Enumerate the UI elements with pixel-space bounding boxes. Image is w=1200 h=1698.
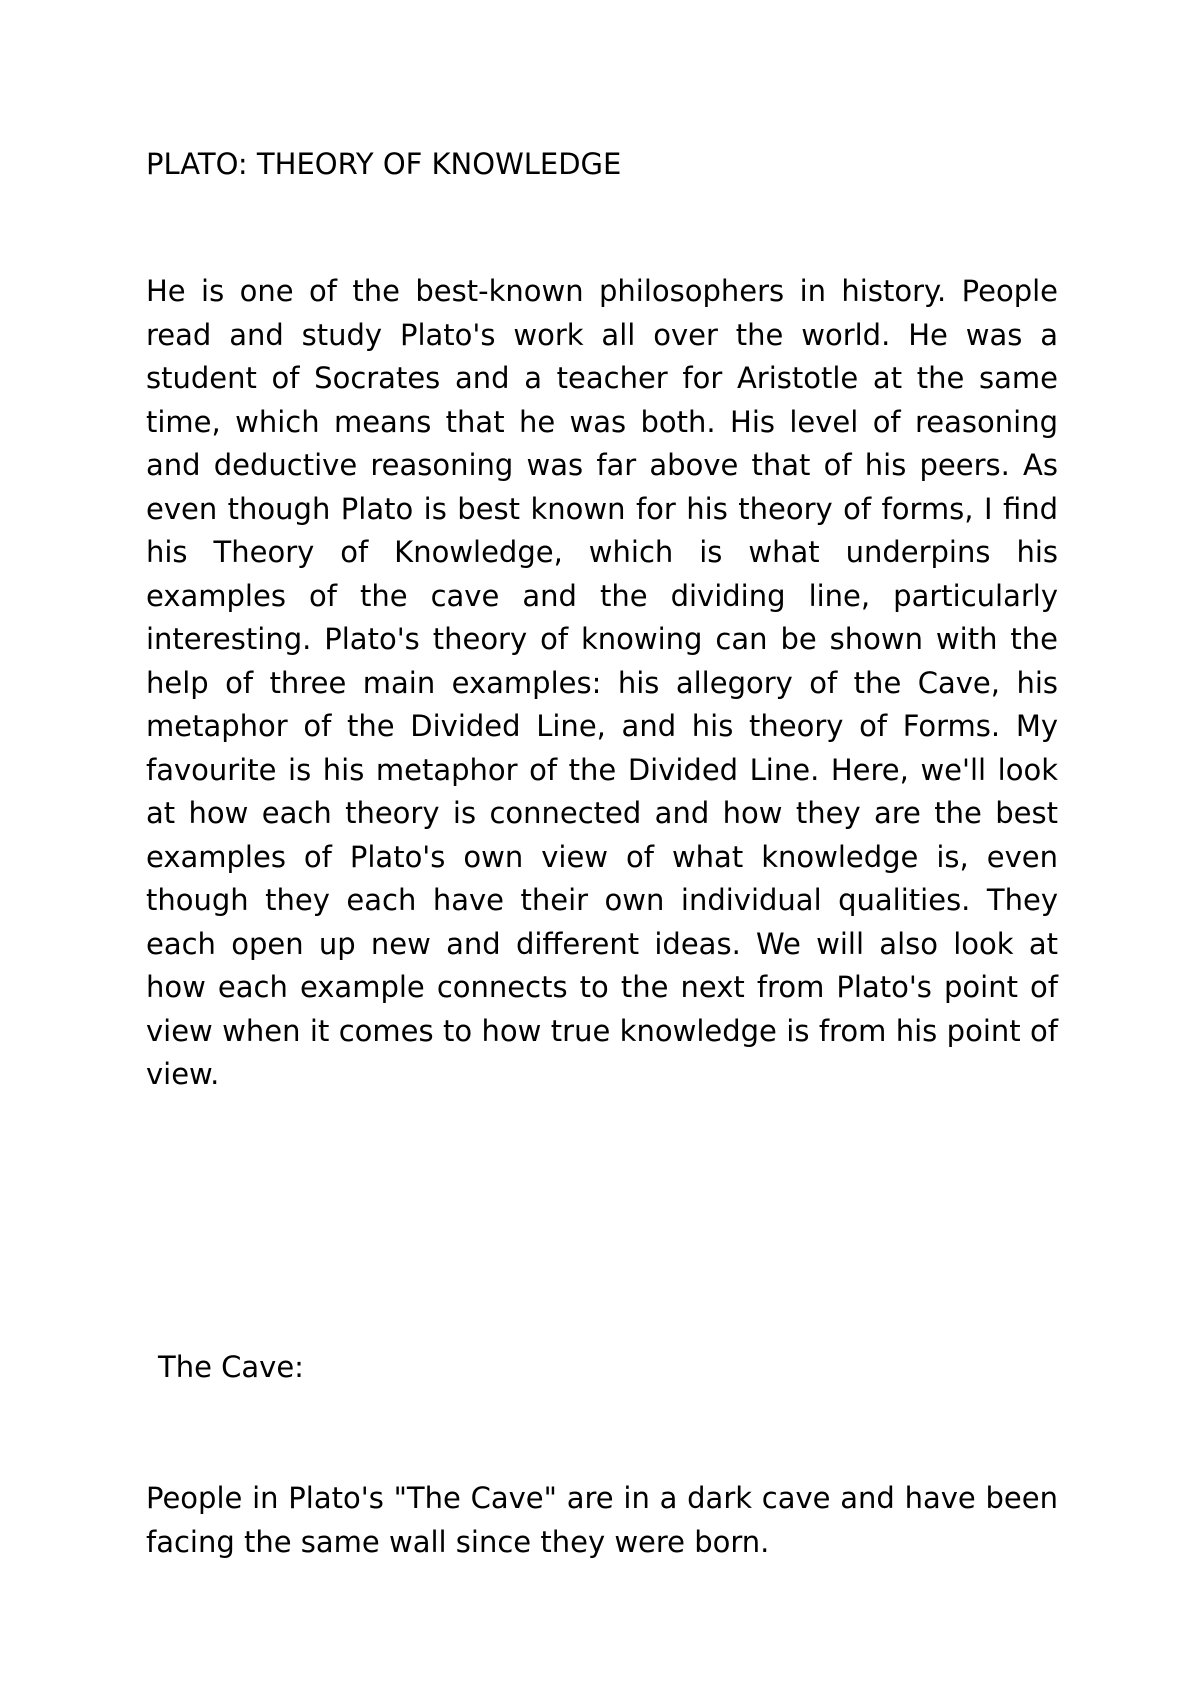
section-heading-the-cave: The Cave: (158, 1350, 304, 1384)
document-title: PLATO: THEORY OF KNOWLEDGE (146, 147, 622, 181)
cave-paragraph: People in Plato's "The Cave" are in a dark cave and have been facing the same wall since they were born. (146, 1481, 1058, 1559)
intro-paragraph: He is one of the best-known philosophers in history. People read and study Plato's work all over the world. He was a student of Socrates and a teacher for Aristotle at the same time, which means that he was both. His level of reasoning and deductive reasoning was far above that of his peers. As even though Plato is best known for his theory of forms, I find his Theory of Knowledge, which is what underpins his examples of the cave and the dividing line, particularly interesting. Plato's theory of knowing can be shown with the help of three main examples: his allegory of the Cave, his metaphor of the Divided Line, and his theory of Forms. My favourite is his metaphor of the Divided Line. Here, we'll look at how each theory is connected and how they are the best examples of Plato's own view of what knowledge is, even though they each have their own individual qualities. They each open up new and different ideas. We will also look at how each example connects to the next from Plato's point of view when it comes to how true knowledge is from his point of view. (146, 274, 1058, 1091)
